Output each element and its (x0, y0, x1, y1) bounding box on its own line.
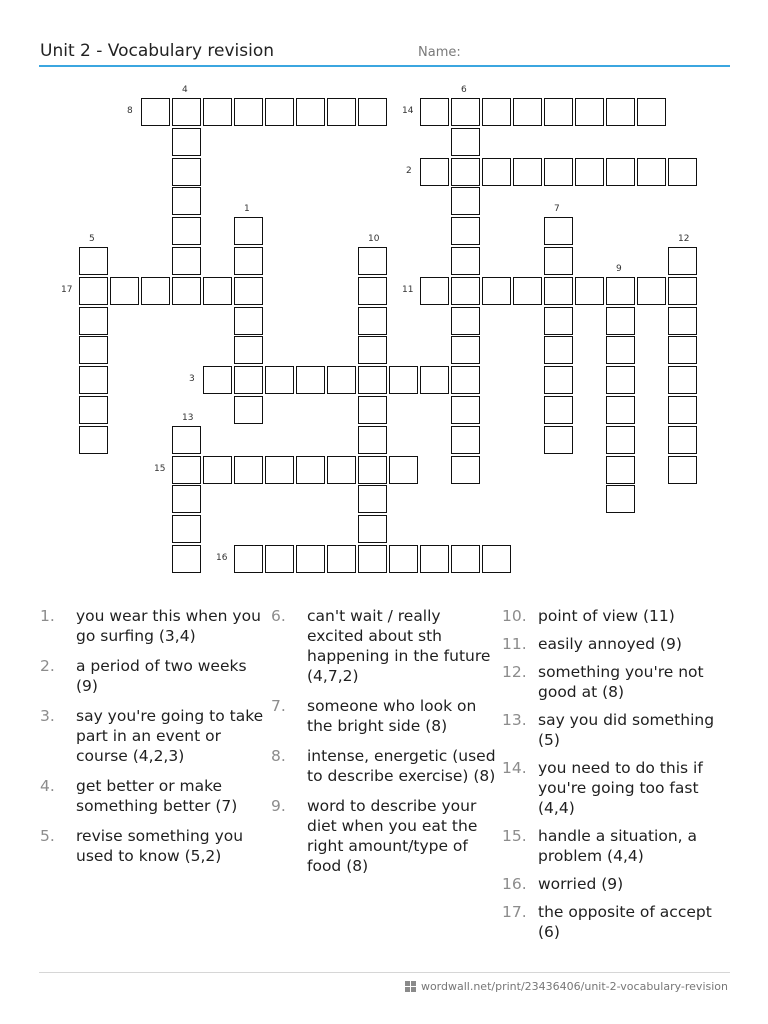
clue-item (502, 662, 727, 702)
crossword-cell[interactable] (234, 336, 263, 364)
crossword-cell[interactable] (668, 366, 697, 394)
crossword-cell[interactable] (358, 307, 387, 335)
crossword-cell[interactable] (172, 128, 201, 156)
crossword-cell[interactable] (296, 98, 325, 126)
crossword-cell[interactable] (79, 366, 108, 394)
crossword-cell[interactable] (606, 158, 635, 186)
crossword-cell[interactable] (668, 396, 697, 424)
crossword-cell[interactable] (606, 98, 635, 126)
clue-text: point of view (11) (538, 607, 675, 625)
clue-item (502, 710, 727, 750)
clue-number-label: 4 (182, 85, 188, 95)
crossword-cell[interactable] (172, 426, 201, 454)
clue-number-label: 13 (182, 412, 194, 423)
crossword-cell[interactable] (451, 366, 480, 394)
clue-item (40, 826, 265, 866)
crossword-cell[interactable] (234, 456, 263, 484)
clue-text: you need to do this if you're going too fast (4,4) (538, 759, 703, 817)
crossword-cell[interactable] (110, 277, 139, 305)
crossword-cell[interactable] (172, 277, 201, 305)
crossword-cell[interactable] (544, 158, 573, 186)
crossword-cell[interactable] (420, 277, 449, 305)
crossword-cell[interactable] (668, 456, 697, 484)
crossword-cell[interactable] (358, 277, 387, 305)
crossword-cell[interactable] (544, 366, 573, 394)
crossword-cell[interactable] (234, 366, 263, 394)
crossword-cell[interactable] (234, 98, 263, 126)
crossword-cell[interactable] (141, 277, 170, 305)
crossword-cell[interactable] (172, 247, 201, 275)
clue-item (502, 634, 727, 654)
clue-item (40, 776, 265, 816)
crossword-cell[interactable] (389, 545, 418, 573)
clue-text: you wear this when you go surfing (3,4) (76, 607, 261, 645)
crossword-cell[interactable] (141, 98, 170, 126)
clue-text: get better or make something better (7) (76, 777, 238, 815)
crossword-cell[interactable] (668, 277, 697, 305)
crossword-cell[interactable] (637, 277, 666, 305)
crossword-cell[interactable] (544, 336, 573, 364)
footer-rule (39, 972, 730, 973)
crossword-cell[interactable] (358, 336, 387, 364)
clue-number: 3. (40, 707, 55, 725)
crossword-cell[interactable] (451, 336, 480, 364)
crossword-cell[interactable] (327, 98, 356, 126)
clue-item (502, 606, 727, 626)
crossword-cell[interactable] (327, 545, 356, 573)
crossword-cell[interactable] (327, 456, 356, 484)
clue-number: 7. (271, 697, 286, 715)
clue-number: 9. (271, 797, 286, 815)
clue-number-label: 17 (61, 284, 73, 295)
crossword-cell[interactable] (420, 98, 449, 126)
crossword-cell[interactable] (358, 545, 387, 573)
crossword-cell[interactable] (265, 366, 294, 394)
clue-number-label: 7 (554, 204, 560, 215)
clue-item (271, 746, 496, 786)
crossword-cell[interactable] (668, 247, 697, 275)
crossword-cell[interactable] (606, 336, 635, 364)
clue-text: a period of two weeks (9) (76, 657, 247, 695)
clue-text: can't wait / really excited about sth happening in the future (4,7,2) (307, 607, 491, 685)
crossword-cell[interactable] (358, 426, 387, 454)
crossword-cell[interactable] (358, 247, 387, 275)
crossword-cell[interactable] (451, 307, 480, 335)
crossword-cell[interactable] (451, 158, 480, 186)
crossword-cell[interactable] (451, 456, 480, 484)
crossword-cell[interactable] (234, 307, 263, 335)
crossword-cell[interactable] (358, 485, 387, 513)
crossword-cell[interactable] (544, 277, 573, 305)
crossword-cell[interactable] (482, 98, 511, 126)
crossword-cell[interactable] (420, 158, 449, 186)
crossword-cell[interactable] (389, 456, 418, 484)
clue-number-label: 3 (189, 374, 195, 385)
footer (405, 980, 728, 993)
clue-number-label: 5 (89, 234, 95, 244)
crossword-cell[interactable] (637, 158, 666, 186)
clue-number: 13. (502, 711, 527, 729)
clue-number: 2. (40, 657, 55, 675)
crossword-cell[interactable] (358, 366, 387, 394)
clue-number: 8. (271, 747, 286, 765)
clue-number-label: 9 (616, 263, 622, 274)
crossword-cell[interactable] (79, 307, 108, 335)
clue-item (40, 706, 265, 766)
crossword-cell[interactable] (668, 336, 697, 364)
crossword-cell[interactable] (203, 456, 232, 484)
crossword-cell[interactable] (172, 515, 201, 543)
crossword-cell[interactable] (296, 545, 325, 573)
crossword-cell[interactable] (575, 277, 604, 305)
crossword-cell[interactable] (79, 396, 108, 424)
crossword-cell[interactable] (79, 277, 108, 305)
crossword-cell[interactable] (296, 456, 325, 484)
crossword-cell[interactable] (544, 217, 573, 245)
crossword-cell[interactable] (234, 217, 263, 245)
clue-number: 4. (40, 777, 55, 795)
crossword-cell[interactable] (265, 545, 294, 573)
crossword-cell[interactable] (606, 277, 635, 305)
crossword-cell[interactable] (606, 366, 635, 394)
crossword-cell[interactable] (544, 307, 573, 335)
crossword-cell[interactable] (451, 98, 480, 126)
clue-item (271, 796, 496, 876)
crossword-cell[interactable] (79, 336, 108, 364)
crossword-cell[interactable] (79, 247, 108, 275)
crossword-cell[interactable] (358, 98, 387, 126)
crossword-cell[interactable] (358, 515, 387, 543)
crossword-cell[interactable] (668, 158, 697, 186)
clue-text: worried (9) (538, 875, 624, 893)
crossword-cell[interactable] (451, 396, 480, 424)
crossword-cell[interactable] (358, 396, 387, 424)
crossword-cell[interactable] (172, 217, 201, 245)
crossword-cell[interactable] (606, 456, 635, 484)
wordwall-logo-icon (405, 981, 416, 992)
clue-text: handle a situation, a problem (4,4) (538, 827, 698, 865)
clue-number: 1. (40, 607, 55, 625)
clue-text: someone who look on the bright side (8) (307, 697, 477, 735)
clue-number: 17. (502, 903, 527, 921)
crossword-cell[interactable] (482, 277, 511, 305)
crossword-cell[interactable] (513, 277, 542, 305)
crossword-cell[interactable] (234, 545, 263, 573)
page-title: Unit 2 - Vocabulary revision (40, 41, 275, 61)
crossword-cell[interactable] (606, 307, 635, 335)
clue-number: 10. (502, 607, 527, 625)
crossword-cell[interactable] (420, 366, 449, 394)
crossword-cell[interactable] (389, 366, 418, 394)
crossword-cell[interactable] (172, 158, 201, 186)
crossword-cell[interactable] (513, 98, 542, 126)
clue-number: 15. (502, 827, 527, 845)
clue-text: something you're not good at (8) (538, 663, 704, 701)
clue-number: 6. (271, 607, 286, 625)
crossword-cell[interactable] (172, 98, 201, 126)
clue-number-label: 6 (461, 85, 467, 95)
clue-text: revise something you used to know (5,2) (76, 827, 244, 865)
crossword-cell[interactable] (172, 545, 201, 573)
crossword-cell[interactable] (482, 545, 511, 573)
crossword-cell[interactable] (203, 98, 232, 126)
crossword-cell[interactable] (482, 158, 511, 186)
clue-number-label: 10 (368, 234, 380, 244)
crossword-cell[interactable] (358, 456, 387, 484)
crossword-cell[interactable] (172, 187, 201, 215)
clue-item (502, 902, 727, 942)
footer-url[interactable]: wordwall.net/print/23436406/unit-2-vocabulary-revision (420, 980, 728, 993)
crossword-cell[interactable] (637, 98, 666, 126)
clue-number-label: 16 (216, 553, 228, 563)
clue-item (40, 606, 265, 646)
clue-item (271, 606, 496, 686)
clue-item (502, 758, 727, 818)
crossword-cell[interactable] (172, 485, 201, 513)
clue-item (502, 874, 727, 894)
crossword-cell[interactable] (451, 128, 480, 156)
crossword-cell[interactable] (451, 545, 480, 573)
clue-text: the opposite of accept (6) (538, 903, 712, 941)
crossword-cell[interactable] (544, 247, 573, 275)
crossword-cell[interactable] (606, 396, 635, 424)
crossword-cell[interactable] (451, 187, 480, 215)
clue-number-label: 11 (402, 284, 414, 295)
crossword-cell[interactable] (606, 485, 635, 513)
crossword-cell[interactable] (451, 426, 480, 454)
clue-number: 16. (502, 875, 527, 893)
crossword-cell[interactable] (203, 366, 232, 394)
clue-number-label: 12 (678, 234, 690, 244)
clue-item (502, 826, 727, 866)
clue-text: easily annoyed (9) (538, 635, 682, 653)
crossword-cell[interactable] (265, 456, 294, 484)
clue-number: 12. (502, 663, 527, 681)
clue-item (271, 696, 496, 736)
crossword-cell[interactable] (203, 277, 232, 305)
clue-text: say you did something (5) (538, 711, 715, 749)
crossword-cell[interactable] (451, 217, 480, 245)
crossword-cell[interactable] (234, 247, 263, 275)
crossword-cell[interactable] (172, 456, 201, 484)
clue-number-label: 14 (402, 106, 414, 116)
clue-item (40, 656, 265, 696)
crossword-cell[interactable] (451, 277, 480, 305)
crossword-cell[interactable] (327, 366, 356, 394)
crossword-cell[interactable] (575, 98, 604, 126)
crossword-cell[interactable] (420, 545, 449, 573)
clue-number-label: 15 (154, 463, 166, 474)
name-label: Name: (418, 45, 461, 60)
crossword-cell[interactable] (451, 247, 480, 275)
clue-number: 11. (502, 635, 527, 653)
clue-number: 14. (502, 759, 527, 777)
crossword-cell[interactable] (544, 426, 573, 454)
crossword-cell[interactable] (544, 98, 573, 126)
crossword-cell[interactable] (296, 366, 325, 394)
clue-column-2 (271, 606, 496, 886)
crossword-cell[interactable] (575, 158, 604, 186)
crossword-cell[interactable] (234, 277, 263, 305)
crossword-cell[interactable] (234, 396, 263, 424)
crossword-cell[interactable] (668, 426, 697, 454)
crossword-cell[interactable] (513, 158, 542, 186)
clue-text: say you're going to take part in an event or course (4,2,3) (76, 707, 264, 765)
clue-column-3 (502, 606, 727, 950)
clue-number-label: 2 (406, 165, 412, 176)
crossword-cell[interactable] (606, 426, 635, 454)
clue-text: intense, energetic (used to describe exercise) (8) (307, 747, 496, 785)
clue-number-label: 1 (244, 204, 250, 215)
crossword-cell[interactable] (668, 307, 697, 335)
crossword-cell[interactable] (79, 426, 108, 454)
crossword-cell[interactable] (544, 396, 573, 424)
clue-text: word to describe your diet when you eat the right amount/type of food (8) (307, 797, 478, 875)
clue-number: 5. (40, 827, 55, 845)
clue-column-1 (40, 606, 265, 876)
crossword-cell[interactable] (265, 98, 294, 126)
clue-number-label: 8 (127, 106, 133, 116)
